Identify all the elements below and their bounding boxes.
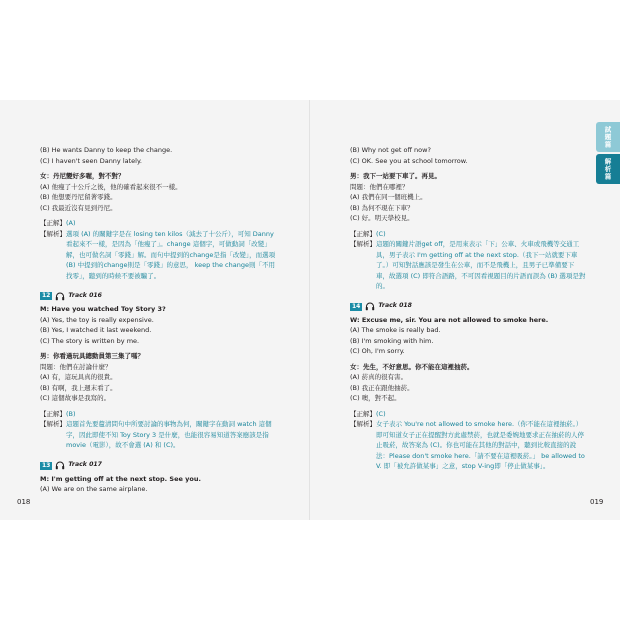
question-translation: 男：你看過玩具總動員第三集了嗎？ (40, 352, 144, 360)
track-label: Track 018 (378, 302, 412, 310)
option-line: (C) Oh, I'm sorry. (350, 347, 405, 355)
explanation-tag: 【解析】 (40, 229, 66, 238)
answer-row (350, 229, 586, 240)
track-header (40, 290, 280, 302)
explanation-text: 選項 (A) 的關鍵字是在 losing ten kilos（減去了十公斤），可知 Danny 看起來不一樣，是因為「他瘦了」。change 這個字，可做動詞「改變」解，也可做名詞「零錢」解。而句中提到的change是指「改變」，而選項 (B) 中提到的change則是「零錢」的意思， keep the change則「不用找零」，聽到的時候不要被騙了。 (66, 229, 276, 280)
answer-value: (A) (66, 219, 76, 227)
explanation-tag: 【解析】 (350, 420, 376, 428)
option-translation: (B) 為何不現在下車？ (350, 203, 414, 212)
explanation-row (40, 229, 280, 282)
answer-tag: 【正解】 (350, 229, 376, 238)
option-translation: (C) 這個故事是我寫的。 (40, 394, 111, 402)
option-translation: (C) 噢，對不起。 (350, 394, 401, 402)
explanation-row (350, 419, 586, 472)
answer-row (40, 409, 280, 420)
option-translation: (A) 我們在同一個班機上。 (350, 193, 427, 201)
question-prompt: 問題：他們在討論什麼？ (40, 362, 112, 371)
explanation-row (40, 419, 280, 451)
question-number-badge: 12 (42, 292, 51, 299)
answer-tag: 【正解】 (350, 409, 376, 418)
left-page (40, 145, 280, 495)
option-translation: (B) 他想要丹尼留著零錢。 (40, 193, 117, 201)
headphones-icon[interactable] (55, 461, 65, 470)
track-label: Track 016 (68, 291, 102, 299)
track-label: Track 017 (68, 461, 102, 469)
right-page-number: 019 (590, 498, 604, 506)
left-page-number: 018 (17, 498, 31, 506)
headphones-icon[interactable] (365, 302, 375, 311)
explanation-text: 這題的關鍵片語get off，是用來表示「下」公車、火車或飛機等交通工具，男子表示 I'm getting off at the next stop.（我下一站就要下車了。）可知對話應該是發生在公車，而不是飛機上，且男子已準備要下車，故選項 (C) 即符合語路，不可因看視題目的片語而誤為 (B) 選項是對的。 (376, 240, 586, 290)
answer-value: (B) (66, 409, 76, 418)
option-line: (B) Why not get off now? (350, 146, 431, 154)
option-line: (C) OK. See you at school tomorrow. (350, 156, 468, 165)
option-line: (A) Yes, the toy is really expensive. (40, 315, 154, 324)
explanation-text: 女子表示 You're not allowed to smoke here.（你不能在這裡抽菸。）即可知道女子正在提醒對方此處禁菸，也就是委婉地要求正在抽菸的人停止吸菸，故答案為 (C)。你也可能在其他的對話中，聽到比較直接的說法：Please don't smoke here.「請不要在這裡吸菸。」 be allowed to V. 即「被允許做某事」之意，stop V-ing即「停止做某事」。 (376, 420, 585, 470)
track-header (350, 301, 586, 313)
question-text: M: I'm getting off at the next stop. See you. (40, 474, 201, 483)
option-translation: (B) 我正在跟他抽菸。 (350, 383, 414, 392)
option-translation: (A) 他瘦了十公斤之後，他的確看起來很不一樣。 (40, 182, 182, 191)
side-tab-explanations[interactable]: 解析篇 (596, 154, 620, 184)
explanation-tag: 【解析】 (40, 420, 66, 428)
question-number-badge: 13 (42, 461, 51, 469)
explanation-tag: 【解析】 (350, 240, 376, 248)
question-text: M: Have you watched Toy Story 3? (40, 305, 166, 313)
option-translation: (C) 我最近沒有見到丹尼。 (40, 203, 117, 212)
track-header (40, 460, 280, 472)
answer-tag: 【正解】 (40, 219, 66, 227)
option-line: (B) Yes, I watched it last weekend. (40, 326, 152, 334)
explanation-text: 這題首先要釐清問句中所要討論的事物為何，關鍵字在動詞 watch 這個字，因此即使不知 Toy Story 3 是什麼，也能很容易知道答案應該是指 movie（電影），故不會選 (A) 和 (C)。 (66, 420, 272, 449)
question-text: W: Excuse me, sir. You are not allowed to smoke here. (350, 315, 549, 324)
option-translation: (C) 好。明天學校見。 (350, 214, 414, 222)
question-translation: 女：先生，不好意思。你不能在這裡抽菸。 (350, 362, 474, 371)
option-line: (B) He wants Danny to keep the change. (40, 146, 173, 154)
answer-row (350, 409, 586, 420)
question-prompt: 問題：他們在哪裡？ (350, 182, 409, 191)
side-tab-questions[interactable]: 試題篇 (596, 122, 620, 152)
option-translation: (B) 有啊，我上週末看了。 (40, 383, 117, 392)
right-page (350, 145, 586, 472)
question-number-badge: 14 (352, 302, 361, 310)
headphones-icon[interactable] (55, 292, 65, 301)
page-gutter (309, 100, 310, 520)
option-translation: (A) 菸真的很有害。 (350, 373, 408, 381)
explanation-row (350, 239, 586, 292)
option-line: (A) We are on the same airplane. (40, 485, 148, 493)
question-translation: 男：我下一站要下車了。再見。 (350, 172, 441, 180)
answer-row (40, 218, 280, 229)
option-line: (B) I'm smoking with him. (350, 336, 434, 345)
option-translation: (A) 有，這玩具真的很貴。 (40, 373, 117, 381)
option-line: (A) The smoke is really bad. (350, 326, 441, 334)
answer-value: (C) (376, 229, 386, 238)
question-translation: 女：丹尼變好多喔，對不對？ (40, 172, 125, 180)
option-line: (C) The story is written by me. (40, 336, 140, 345)
answer-value: (C) (376, 409, 386, 418)
option-line: (C) I haven't seen Danny lately. (40, 156, 142, 165)
answer-tag: 【正解】 (40, 409, 66, 418)
